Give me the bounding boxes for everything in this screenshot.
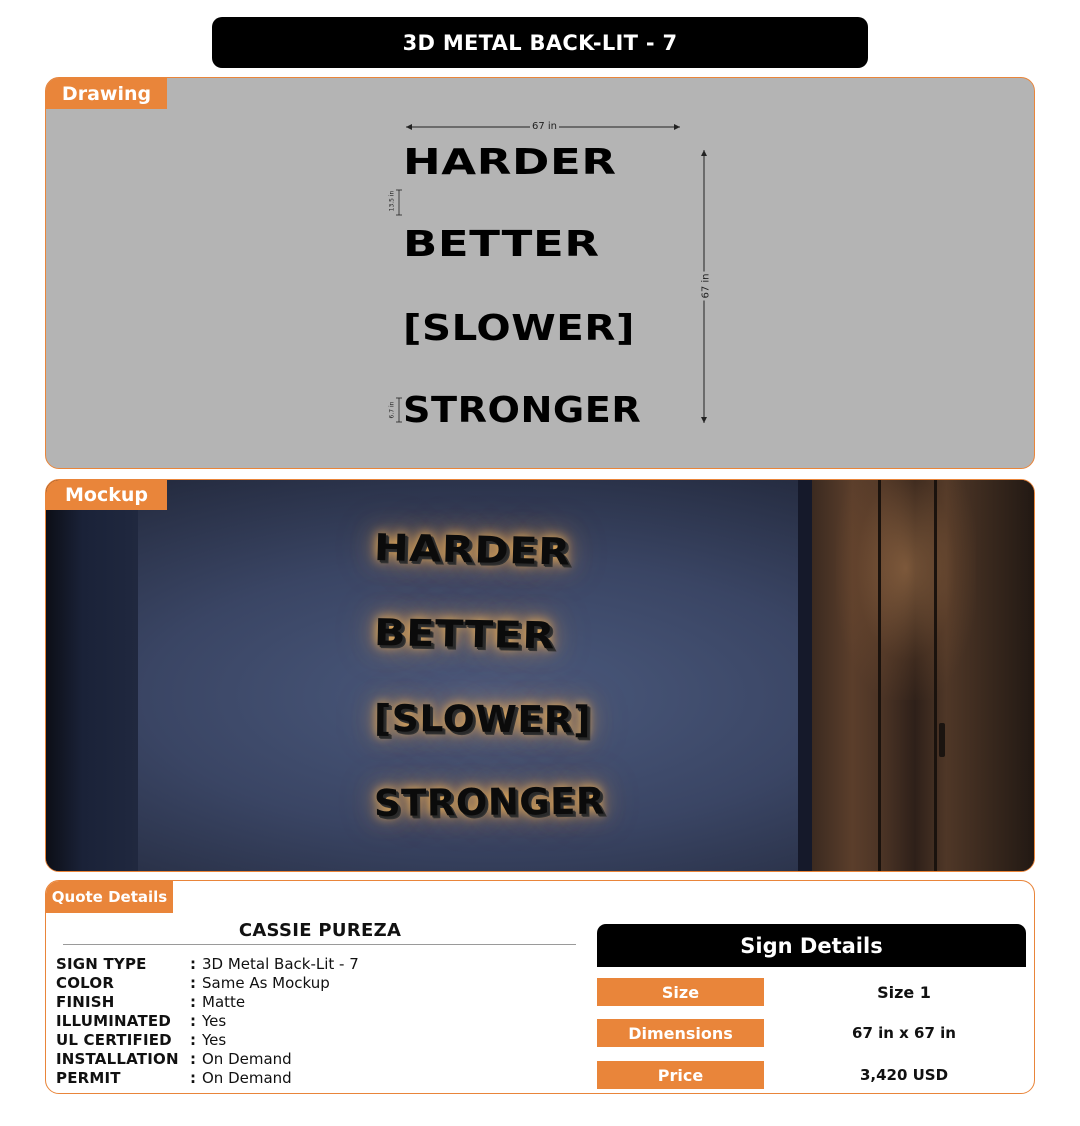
spec-label: INSTALLATION (56, 1049, 179, 1068)
spec-value: Yes (202, 1030, 227, 1049)
drawing-word-stronger: STRONGER (403, 390, 642, 431)
sign-detail-value-price: 3,420 USD (859, 1066, 949, 1084)
mockup-panel (45, 479, 1035, 872)
spec-value: 3D Metal Back-Lit - 7 (202, 954, 359, 973)
mockup-word-slower: [SLOWER] (373, 697, 592, 742)
spec-row-permit (56, 1068, 292, 1087)
spec-label: COLOR (56, 973, 115, 992)
spec-row-finish (56, 992, 245, 1011)
spec-label: UL CERTIFIED (56, 1030, 172, 1049)
spec-colon: : (190, 1011, 196, 1030)
spec-value: Yes (202, 1011, 227, 1030)
page-title: 3D METAL BACK-LIT - 7 (212, 17, 868, 68)
spec-label: FINISH (56, 992, 115, 1011)
width-dimension-label: 67 in (532, 121, 558, 132)
mockup-shadow (46, 480, 138, 872)
wood-seam (934, 480, 937, 872)
spec-colon: : (190, 1068, 196, 1087)
drawing-panel (45, 77, 1035, 469)
letter-height-large-label: 13.5 in (388, 190, 396, 212)
spec-colon: : (190, 954, 196, 973)
sign-details-header: Sign Details (597, 924, 1026, 967)
mockup-word-stronger: STRONGER (373, 779, 606, 825)
spec-label: SIGN TYPE (56, 954, 147, 973)
mockup-wall-edge (798, 480, 812, 872)
spec-colon: : (190, 992, 196, 1011)
drawing-tag: Drawing (46, 78, 167, 109)
sign-detail-value-dimensions: 67 in x 67 in (852, 1024, 956, 1042)
spec-row-installation (56, 1049, 292, 1068)
quote-panel (45, 880, 1035, 1094)
height-dimension-label: 67 in (700, 273, 712, 299)
sign-detail-label-dimensions: Dimensions (597, 1019, 764, 1047)
mockup-word-better: BETTER (373, 611, 556, 658)
spec-label: PERMIT (56, 1068, 121, 1087)
letter-height-small-label: 6.7 in (388, 401, 396, 419)
drawing-word-slower: [SLOWER] (403, 308, 635, 349)
customer-name: CASSIE PUREZA (238, 920, 402, 941)
spec-row-sign-type (56, 954, 359, 973)
spec-colon: : (190, 1030, 196, 1049)
door-handle (939, 723, 945, 757)
quote-tag: Quote Details (46, 881, 173, 913)
spec-value: On Demand (202, 1049, 292, 1068)
spec-value: Matte (202, 992, 246, 1011)
wood-seam (878, 480, 881, 872)
spec-row-illuminated (56, 1011, 226, 1030)
mockup-word-harder: HARDER (373, 526, 572, 574)
spec-row-color (56, 973, 330, 992)
spec-colon: : (190, 1049, 196, 1068)
sign-detail-value-size: Size 1 (877, 982, 931, 1002)
spec-colon: : (190, 973, 196, 992)
mockup-spotlight (836, 480, 976, 700)
sign-detail-label-price: Price (597, 1061, 764, 1089)
sign-detail-label-size: Size (597, 978, 764, 1006)
mockup-tag: Mockup (46, 480, 167, 510)
drawing-word-better: BETTER (403, 224, 600, 265)
spec-row-ul-certified (56, 1030, 226, 1049)
drawing-word-harder: HARDER (403, 142, 617, 183)
divider (63, 944, 576, 945)
spec-value: On Demand (202, 1068, 292, 1087)
spec-label: ILLUMINATED (56, 1011, 171, 1030)
spec-value: Same As Mockup (202, 973, 330, 992)
